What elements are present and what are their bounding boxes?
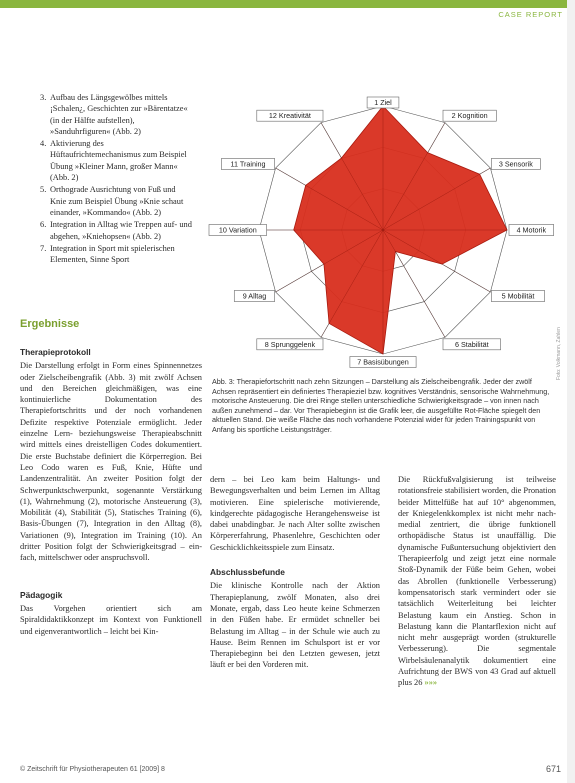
page-edge bbox=[567, 0, 575, 783]
photo-credit: Foto: Volkmann, Zahlen bbox=[556, 327, 562, 380]
final-findings-text: Die klinische Kontrolle nach der Aktion Therapieplanung, zwölf Monaten, also drei Monate, ergab, dass Leo heute keine Schmerzen in den Füßen habe. Er ermüdet schneller bei Belastung im Alltag – in der Schule wie auch zu Hause. Beim Rennen im Schulsport ist er vor Therapiebeginn bei den Letzten gewesen, jetzt läuft er bei den Vorderen mit. bbox=[210, 581, 380, 670]
radar-axis-label: 1 Ziel bbox=[374, 98, 392, 107]
radar-axis-label: 2 Kognition bbox=[451, 111, 488, 121]
pedagogy-heading: Pädagogik bbox=[20, 589, 63, 600]
list-item: 3. Aufbau des Längsgewölbes mittels ¡Schalen¿, Geschichten zur »Bärentatze« (in der Hälfte aufstellen), »Sanduhrfiguren« (Abb. 2) bbox=[40, 93, 188, 136]
radar-axis-label: 4 Motorik bbox=[516, 225, 547, 235]
therapy-protocol-heading: Therapieprotokoll bbox=[20, 347, 91, 357]
radar-chart bbox=[208, 96, 558, 371]
therapy-step-list bbox=[40, 92, 192, 266]
column-right bbox=[398, 474, 556, 689]
final-findings-heading: Abschlussbefunde bbox=[210, 567, 285, 578]
radar-axis-label: 3 Sensorik bbox=[498, 159, 533, 169]
list-item: 6. Integration in Alltag wie Treppen auf- und abgehen, »Kniehopsen« (Abb. 2) bbox=[40, 220, 192, 241]
therapy-protocol-text: Die Darstellung erfolgt in Form eines Spinnennetzes oder Zielscheibengrafik (Abb. 3) mit zwölf Achsen und den Bereichen gleichmäßigen, was eine kontinuierliche Dokumentation des Therapiefortschritts und der noch vorhandenen Defizite respektive Potenziale ermöglicht. Jeder einzelne Lern- beziehungsweise Therapieabschnitt wird mittels eines dreistelligen Codes dokumentiert. Die erste Buchstabe definiert die Körperregion. Bei Leo Codo waren es Fuß, Knie, Hüfte und Landenzentralität. An zweiter Position folgt der Schwerpunktschwerpunkt, sogenannte Verstärkung (1), Wahrnehmung (2), motorische Ansteuerung (3), Mobilität (4), Stabilität (5), Statisches Training (6), Basis-Übungen (7), Integration in den Alltag (8), Variationen (9), Integration im Training (10). An dritter Position folgt der Schwierigkeitsgrad – ein- fach, mittelschwer oder anspruchsvoll. bbox=[20, 361, 202, 563]
right-text: Die Rückfußvalgisierung ist teilweise rotationsfreie stabilisiert worden, die Pronation beider Mittelfüße hat auf 10° abgenommen, der Kniegelenkkomplex ist nicht mehr nach-medial zentriert, die übrige funktionell orthopädische Status ist unauffällig. Die dynamische Fußuntersuchung objektiviert den Therapieerfolg und zeigt jetzt eine normale Stoß-Dynamik der Füße beim Gehen, wobei das Abrollen (funktionelle Verbesserung) kompensatorisch stark vermindert oder sie tatsächlich Weiterleitung bei leichter Belastung kaum ein Anstieg. Schon in Belastung kann die Plantarflexion nicht auf nicht mehr ausgeprägt worden (strukturelle Verbesserung). Die segmentale Wirbelsäulenanalytik dokumentiert eine Aufrichtung der BWS von 43 Grad auf aktuell plus 26 »»» bbox=[398, 475, 556, 688]
column-middle bbox=[210, 474, 380, 671]
figure-caption: Abb. 3: Therapiefortschritt nach zehn Sitzungen – Darstellung als Zielscheibengrafik. Jeder der zwölf Achsen repräsentiert ein definiertes Therapieziel bzw. kognitives Verständnis, sensorische Wahrnehmung, motorische Ansteuerung. Die drei Ringe stellen unterschiedliche Schwierigkeitsgrade – von innen nach außen zunehmend – dar. Vor Therapiebeginn ist die Grafik leer, die ausgefüllte Rot-Fläche spiegelt den aktuellen Stand. Die weiße Fläche das noch vorhandene Potenzial wider für jeden Trainingspunkt von Anfang bis sportliche Leistungsträger. bbox=[212, 377, 550, 434]
list-item: 5. Orthograde Ausrichtung von Fuß und Knie zum Beispiel Übung »Knie schaut einander, »Kommando« (Abb. 2) bbox=[40, 185, 184, 217]
results-heading: Ergebnisse bbox=[20, 318, 80, 330]
continue-arrows: »»» bbox=[424, 678, 438, 688]
radar-axis-label: 6 Stabilität bbox=[455, 339, 489, 349]
radar-figure bbox=[208, 96, 558, 371]
radar-axis-label: 7 Basisübungen bbox=[357, 357, 409, 367]
radar-axis-label: 11 Training bbox=[230, 159, 266, 169]
radar-axis-label: 10 Variation bbox=[218, 225, 257, 235]
radar-axis-label: 5 Mobilität bbox=[501, 291, 535, 301]
middle-text: dern – bei Leo kam beim Haltungs- und Bewegungsverhalten und beim Lernen im Alltag motivieren. Eine spielerische motivierende, kindgerechte pädagogische Herangehensweise ist dabei unabdingbar. Je nach Alter sollte zwischen Körpererfahrung, Phasenlehre, Geschichten oder Geschicklichkeitsspiele zum Einsatz. bbox=[210, 475, 380, 552]
page-number: 671 bbox=[545, 764, 561, 774]
radar-axis-label: 8 Sprunggelenk bbox=[264, 339, 316, 349]
radar-axis-label: 12 Kreativität bbox=[268, 111, 311, 121]
column-left bbox=[20, 347, 202, 637]
radar-axis-label: 9 Alltag bbox=[242, 291, 267, 301]
pedagogy-text: Das Vorgehen orientiert sich am Spiraldidaktikkonzept im Kontext von Funktionell und eigenverantwortlich – leicht bei Kin- bbox=[20, 603, 202, 636]
list-item: 7. Integration in Sport mit spielerischen Elementen, Sinne Sport bbox=[40, 243, 175, 265]
footer-journal: © Zeitschrift für Physiotherapeuten 61 [2009] 8 bbox=[20, 766, 165, 773]
top-accent-bar bbox=[0, 0, 575, 8]
list-item: 4. Aktivierung des Hüftaufrichtemechanismus zum Beispiel Übung »Kleiner Mann, großer Mann« (Abb. 2) bbox=[40, 139, 187, 183]
section-label: CASE REPORT bbox=[498, 10, 563, 19]
